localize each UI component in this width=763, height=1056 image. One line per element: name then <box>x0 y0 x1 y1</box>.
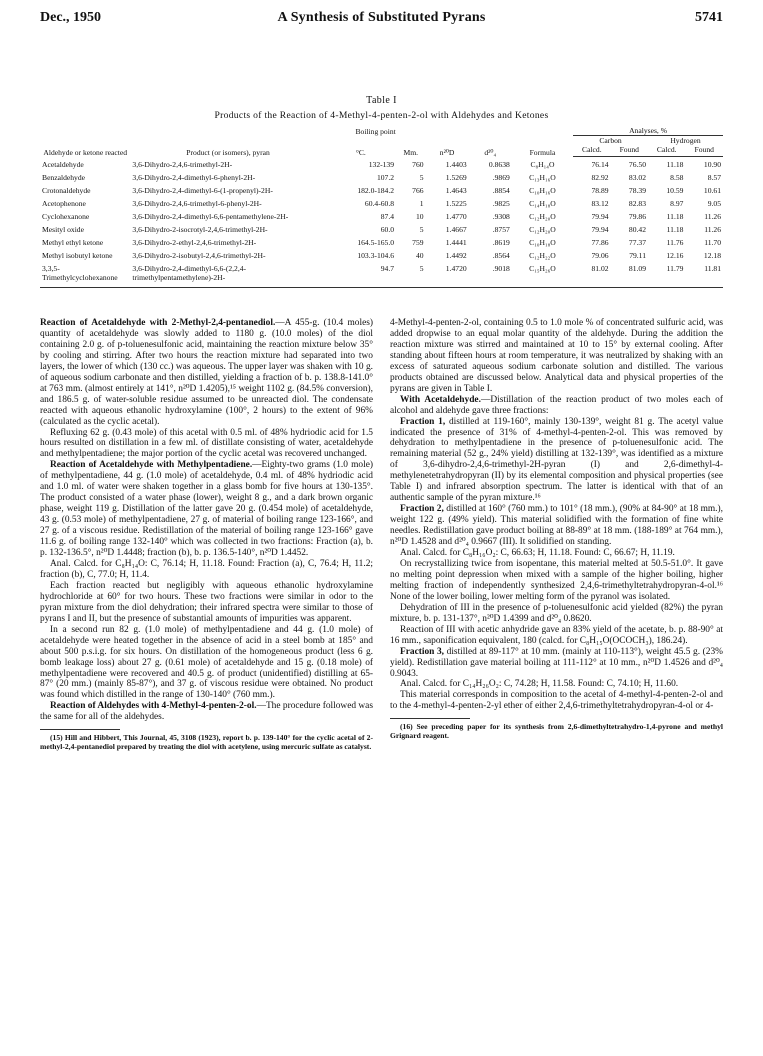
mm-cell: 759 <box>412 238 424 247</box>
col-header-boiling-point: Boiling point <box>355 126 396 136</box>
table-row <box>40 237 723 250</box>
header-title: A Synthesis of Substituted Pyrans <box>277 10 486 25</box>
bp-cell: 60.4-60.8 <box>364 199 395 208</box>
left-column <box>40 318 373 751</box>
formula-cell: C₁₀H₁₈O <box>529 238 556 247</box>
run-in-heading: With Acetaldehyde. <box>400 394 481 405</box>
run-in-heading: Reaction of Aldehydes with 4-Methyl-4-penten-2-ol. <box>50 701 257 712</box>
nd-cell: 1.5225 <box>445 199 467 208</box>
product-cell: 3,6-Dihydro-2,4,6-trimethyl-2H- <box>132 159 233 169</box>
carbon-found-cell: 80.42 <box>628 225 646 234</box>
density-cell: .9825 <box>492 199 510 208</box>
reactant-cell: Crotonaldehyde <box>42 186 91 195</box>
density-cell: 0.8638 <box>488 159 510 169</box>
analysis-line: Anal. Calcd. for C₈H₁₆O₂: C, 66.63; H, 11.18. Found: C, 66.67; H, 11.19. <box>400 548 675 559</box>
nd-cell: 1.4492 <box>445 251 467 260</box>
col-header-bp-celsius: °C. <box>355 147 366 157</box>
carbon-found-cell: 77.37 <box>628 238 646 247</box>
mm-cell: 10 <box>415 212 424 221</box>
mm-cell: 766 <box>412 186 424 195</box>
table-row <box>40 250 723 263</box>
nd-cell: 1.4441 <box>445 238 467 247</box>
paragraph: In a second run 82 g. (1.0 mole) of methylpentadiene and 44 g. (1.0 mole) of acetaldehyde were heated together in the absence of acid in a steel bomb at 185° and about 500 p.s.i.g. for six hours. On distillation of the homogeneous product (less 6 g. bomb leakage loss) about 27 g. (0.61 mole) of acetaldehyde and 15 g. (0.18 mole) of methylpentadiene were recovered and 40.5 g. of product (unidentified) distilling at 65-87° (20 mm.) (mainly 85-87°), and 37 g. of viscous residue were obtained. No product was found which distilled in the range of 130-140° (760 mm.). <box>40 624 373 701</box>
col-header-hydrogen-found: Found <box>685 145 723 157</box>
col-header-product: Product (or isomers), pyran <box>186 147 270 157</box>
carbon-found-cell: 83.02 <box>628 173 646 182</box>
hydrogen-found-cell: 9.05 <box>707 199 721 208</box>
nd-cell: 1.4643 <box>445 186 467 195</box>
density-cell: .8854 <box>492 186 510 195</box>
carbon-found-cell: 78.39 <box>628 186 646 195</box>
bp-cell: 60.0 <box>380 225 395 234</box>
carbon-calcd-cell: 82.92 <box>591 173 609 182</box>
run-in-heading: Fraction 1, <box>400 416 446 427</box>
formula-cell: C₁₃H₁₆O <box>529 173 556 182</box>
col-header-bp-mm: Mm. <box>403 147 419 157</box>
paragraph <box>40 460 373 559</box>
density-cell: .9308 <box>492 212 510 221</box>
paragraph <box>390 395 723 417</box>
paragraph <box>390 417 723 505</box>
reactant-cell: Acetophenone <box>42 199 86 208</box>
hydrogen-calcd-cell: 8.97 <box>670 199 684 208</box>
reactant-cell: Acetaldehyde <box>42 159 84 169</box>
table-row <box>40 263 723 288</box>
carbon-found-cell: 81.09 <box>611 263 648 288</box>
paragraph-text: —A 455-g. (10.4 moles) quantity of acetaldehyde was slowly added to 1180 g. (10.0 moles) of the diol containing 2.0 g. of p-toluenesulfonic acid, maintaining the reaction mixture below 35° by cooling and stirring. After two hours the reaction mixture had separated into two layers, the lower of which (130 cc.) was aqueous. The upper layer was shaken with 10 g. of aqueous sodium carbonate and then distilled, yielding a fraction of b. p. 138.8-141.0° at 763 mm. (almost entirely at 141°, n²⁰D 1.4205),¹⁵ weight 1102 g. (84.5% conversion), and 186.5 g. of water-soluble residue assumed to be unreacted diol. The condensate reacted with aqueous ethanolic hydroxylamine (100°, 2 hours) to the extent of 96% (calculated as the cyclic acetal). <box>40 318 373 427</box>
nd-cell: 1.5269 <box>445 173 467 182</box>
paragraph <box>40 701 373 723</box>
nd-cell: 1.4403 <box>445 159 467 169</box>
hydrogen-found-cell: 8.57 <box>707 173 721 182</box>
nd-cell: 1.4770 <box>445 212 467 221</box>
product-cell: 3,6-Dihydro-2-ethyl-2,4,6-trimethyl-2H- <box>132 238 257 247</box>
nd-cell: 1.4720 <box>426 263 469 288</box>
paragraph-text: distilled at 119-160°, mainly 130-139°, weight 81 g. The acetyl value indicated the presence of 31% of 4-methyl-4-penten-2-ol. This was removed by dehydration to methylpentadiene in the presence of p-toluenesulfonic acid. The remaining material (52 g., 24% yield) distilling at 132-139°, was identified as a mixture of 3,6-dihydro-2,4,6-trimethyl-2H-pyran (I) and 2,6-dimethyl-4-methylenetetrahydropyran (II) by its elemental composition and physical properties (see Table I) and infrared absorption spectrum. The latter is identical with that of an authentic sample of the pyran mixture.¹⁶ <box>390 416 723 504</box>
hydrogen-calcd-cell: 11.18 <box>666 225 684 234</box>
col-header-carbon-found: Found <box>611 145 648 157</box>
footnote: (15) Hill and Hibbert, This Journal, 45, 3108 (1923), report b. p. 139-140° for the cyclic acetal of 2-methyl-2,4-pentanediol prepared by treating the diol with acetylene, using mercuric sulfate as catalyst. <box>40 733 373 752</box>
run-in-heading: Fraction 3, <box>400 646 445 657</box>
carbon-found-cell: 82.83 <box>628 199 646 208</box>
product-cell: 3,6-Dihydro-2-isocrotyl-2,4,6-trimethyl-2H- <box>132 225 268 234</box>
paragraph: 4-Methyl-4-penten-2-ol, containing 0.5 to 1.0 mole % of concentrated sulfuric acid, was added dropwise to an equal molar quantity of the aldehyde. During the addition the reaction mixture was stirred and maintained at 10 to 15° by external cooling. After standing about fifteen hours at room temperature, it was neutralized by shaking with an excess of saturated aqueous sodium carbonate solution and distilled. The various products obtained are discussed below. Analytical data and physical properties of the pyrans are given in Table I. <box>390 318 723 394</box>
carbon-calcd-cell: 81.02 <box>573 263 610 288</box>
paragraph: Each fraction reacted but negligibly with aqueous ethanolic hydroxylamine hydrochloride at 60° for two hours. These two fractions were similar in odor to the pyran mixture from the diol dehydration; their infrared spectra were similar to those of pyrans I and II, but the presence of substantial amounts of impurities was apparent. <box>40 580 373 624</box>
footnote-rule <box>390 718 470 719</box>
carbon-calcd-cell: 79.94 <box>591 212 609 221</box>
paragraph-text: —Distillation of the reaction product of two moles each of alcohol and aldehyde gave three fractions: <box>390 394 723 416</box>
table-row <box>40 211 723 224</box>
paragraph-text: distilled at 89-117° at 10 mm. (mainly at 110-113°), weight 45.5 g. (23% yield). Redistillation gave material boiling at 111-112° at 10 mm., n²⁰D 1.4526 and d²⁰₄ 0.9043. <box>390 646 723 679</box>
product-cell: 3,6-Dihydro-2-isobutyl-2,4,6-trimethyl-2H- <box>132 251 266 260</box>
hydrogen-calcd-cell: 11.18 <box>666 160 684 169</box>
hydrogen-found-cell: 11.26 <box>704 225 721 234</box>
col-header-hydrogen-calcd: Calcd. <box>648 145 685 157</box>
paragraph: On recrystallizing twice from isopentane, this material melted at 50.5-51.0°. It gave no melting point depression when mixed with a sample of the higher boiling, higher melting fraction of independently synthesized 2,4,6-trimethyltetrahydropyran-4-ol.¹⁶ None of the lower boiling, lower melting form of the pyranol was isolated. <box>390 558 723 602</box>
formula-cell: C₁₂H₂₂O <box>529 251 556 260</box>
hydrogen-found-cell: 10.90 <box>703 160 721 169</box>
mm-cell: 5 <box>419 173 424 182</box>
reactant-cell: Cyclohexanone <box>42 212 90 221</box>
col-header-reactant: Aldehyde or ketone reacted <box>43 147 128 157</box>
mm-cell: 5 <box>396 263 426 288</box>
paragraph-text: distilled at 160° (760 mm.) to 101° (18 mm.), (90% at 84-90° at 18 mm.), weight 122 g. (49% yield). This material solidified with the formation of fine white needles. Redistillation gave product boiling at 88-89° at 18 mm. (188-189° at 764 mm.), n²⁰D 1.4528 and d²⁰₄ 0.9667 (III). It solidified on standing. <box>390 504 723 548</box>
table-body <box>40 157 723 288</box>
table-caption: Products of the Reaction of 4-Methyl-4-penten-2-ol with Aldehydes and Ketones <box>214 110 549 121</box>
product-cell: 3,6-Dihydro-2,4,6-trimethyl-6-phenyl-2H- <box>132 199 262 208</box>
paragraph <box>390 647 723 680</box>
hydrogen-calcd-cell: 11.76 <box>666 238 684 247</box>
product-cell: 3,6-Dihydro-2,4-dimethyl-6,6-(2,2,4-trimethylpentamethylene)-2H- <box>130 263 325 288</box>
carbon-found-cell: 76.50 <box>628 160 646 169</box>
paragraph-text: —Eighty-two grams (1.0 mole) of methylpentadiene, 44 g. (1.0 mole) of acetaldehyde, 0.4 ml. of 48% hydriodic acid and 1.0 ml. of water were shaken together in a glass bomb for five hours at 130-135°. The product consisted of a water phase (lower), weight 8 g., and a dark brown organic phase, weight 119 g. Distillation of the latter gave 20 g. (0.454 mole) of acetaldehyde, 43 g. (0.53 mole) of methylpentadiene, 27 g. of material of boiling range 123-166°, and 27 g. of a viscous residue. Redistillation of the material of boiling range 123-166° gave 11.6 g. of boiling range 132-140° which was collected in two fractions: Fraction (a), b. p. 132-136.5°, n²⁰D 1.4448; fraction (b), b. p. 136.5-140°, n²⁰D 1.4452. <box>40 460 373 559</box>
bp-cell: 103.3-104.6 <box>357 251 395 260</box>
mm-cell: 760 <box>412 159 424 169</box>
hydrogen-calcd-cell: 10.59 <box>666 186 684 195</box>
density-cell: .8564 <box>492 251 510 260</box>
header-date: Dec., 1950 <box>40 10 102 25</box>
hydrogen-calcd-cell: 11.18 <box>666 212 684 221</box>
hydrogen-found-cell: 10.61 <box>703 186 721 195</box>
paragraph-text: —The procedure followed was the same for all of the aldehydes. <box>40 701 373 723</box>
run-in-heading: Reaction of Acetaldehyde with 2-Methyl-2,4-pentanediol. <box>40 318 276 328</box>
bp-cell: 132-139 <box>368 159 395 169</box>
hydrogen-calcd-cell: 8.58 <box>670 173 684 182</box>
hydrogen-found-cell: 12.18 <box>703 251 721 260</box>
table-label: Table I <box>366 95 397 106</box>
product-cell: 3,6-Dihydro-2,4-dimethyl-6-(1-propenyl)-2H- <box>132 186 273 195</box>
density-cell: .8757 <box>492 225 510 234</box>
col-header-refractive-index: n²⁰D <box>439 147 455 157</box>
formula-cell: C₈H₁₄O <box>530 159 555 169</box>
header-page-number: 5741 <box>695 10 723 25</box>
formula-cell: C₁₀H₁₆O <box>529 186 556 195</box>
reactant-cell: 3,3,5-Trimethylcyclohexanone <box>40 263 130 288</box>
density-cell: .9018 <box>469 263 512 288</box>
bp-cell: 107.2 <box>376 173 395 182</box>
carbon-found-cell: 79.86 <box>628 212 646 221</box>
carbon-calcd-cell: 79.94 <box>591 225 609 234</box>
run-in-heading: Reaction of Acetaldehyde with Methylpentadiene. <box>50 460 253 471</box>
carbon-calcd-cell: 79.06 <box>591 251 609 260</box>
table-row <box>40 198 723 211</box>
bp-cell: 94.7 <box>326 263 396 288</box>
product-cell: 3,6-Dihydro-2,4-dimethyl-6,6-pentamethylene-2H- <box>132 212 289 221</box>
product-cell: 3,6-Dihydro-2,4-dimethyl-6-phenyl-2H- <box>132 173 256 182</box>
footnote-rule <box>40 729 120 730</box>
analysis-line: Anal. Calcd. for C₈H₁₄O: C, 76.14; H, 11.18. Found: Fraction (a), C, 76.4; H, 11.2; fraction (b), C, 77.0; H, 11.4. <box>40 558 373 580</box>
hydrogen-found-cell: 11.70 <box>704 238 721 247</box>
paragraph <box>40 318 373 428</box>
carbon-calcd-cell: 78.89 <box>591 186 609 195</box>
col-header-carbon: Carbon <box>599 136 622 145</box>
hydrogen-calcd-cell: 11.79 <box>648 263 685 288</box>
hydrogen-found-cell: 11.26 <box>704 212 721 221</box>
hydrogen-found-cell: 11.81 <box>685 263 723 288</box>
paragraph: Dehydration of III in the presence of p-toluenesulfonic acid yielded (82%) the pyran mixture, b. p. 131-137°, n²⁰D 1.4399 and d²⁰₄ 0.8620. <box>390 602 723 624</box>
table-row <box>40 185 723 198</box>
col-header-carbon-calcd: Calcd. <box>573 145 610 157</box>
nd-cell: 1.4667 <box>445 225 467 234</box>
carbon-calcd-cell: 83.12 <box>591 199 609 208</box>
col-header-formula: Formula <box>529 147 556 157</box>
hydrogen-calcd-cell: 12.16 <box>666 251 684 260</box>
density-cell: .9869 <box>492 173 510 182</box>
mm-cell: 40 <box>415 251 424 260</box>
mm-cell: 1 <box>419 199 424 208</box>
reactant-cell: Mesityl oxide <box>42 225 84 234</box>
paragraph <box>390 504 723 548</box>
paragraph: Refluxing 62 g. (0.43 mole) of this acetal with 0.5 ml. of 48% hydriodic acid for 1.5 hours resulted on distillation in a few ml. of distillate consisting of water, acetaldehyde and methylpentadiene; the major portion of the cyclic acetal was recovered unchanged. <box>40 427 373 460</box>
page-header <box>40 10 723 30</box>
formula-cell: C₁₂H₂₀O <box>529 225 556 234</box>
col-header-hydrogen: Hydrogen <box>670 136 701 145</box>
analysis-line: Anal. Calcd. for C₁₄H₂₆O₂: C, 74.28; H, 11.58. Found: C, 74.10; H, 11.60. <box>400 679 679 690</box>
bp-cell: 182.0-184.2 <box>357 186 395 195</box>
carbon-calcd-cell: 76.14 <box>591 160 609 169</box>
density-cell: .8619 <box>492 238 510 247</box>
run-in-heading: Fraction 2, <box>400 504 444 515</box>
reactant-cell: Methyl isobutyl ketone <box>42 251 113 260</box>
table-row <box>40 157 723 173</box>
formula-cell: C₁₅H₂₆O <box>512 263 573 288</box>
carbon-found-cell: 79.11 <box>629 251 646 260</box>
paragraph: This material corresponds in composition to the acetal of 4-methyl-4-penten-2-ol and to the 4-methyl-4-penten-2-yl ether of either 2,4,6-trimethyltetrahydropyran-4-ol or 4- <box>390 690 723 712</box>
table-row <box>40 224 723 237</box>
formula-cell: C₁₂H₂₀O <box>529 212 556 221</box>
results-table <box>40 126 723 288</box>
carbon-calcd-cell: 77.86 <box>591 238 609 247</box>
col-header-analyses: Analyses, % <box>573 126 723 136</box>
reactant-cell: Methyl ethyl ketone <box>42 238 104 247</box>
paragraph: Reaction of III with acetic anhydride gave an 83% yield of the acetate, b. p. 88-90° at 16 mm., saponification equivalent, 180 (calcd. for C₈H₁₅O(OCOCH₃), 186.24). <box>390 624 723 646</box>
mm-cell: 5 <box>419 225 424 234</box>
bp-cell: 164.5-165.0 <box>357 238 395 247</box>
footnote: (16) See preceding paper for its synthesis from 2,6-dimethyltetrahydro-1,4-pyrone and methyl Grignard reagent. <box>390 722 723 741</box>
reactant-cell: Benzaldehyde <box>42 173 86 182</box>
bp-cell: 87.4 <box>380 212 395 221</box>
right-column <box>390 318 723 740</box>
table-row <box>40 172 723 185</box>
col-header-density: d²⁰₄ <box>484 147 497 157</box>
formula-cell: C₁₄H₁₈O <box>529 199 556 208</box>
